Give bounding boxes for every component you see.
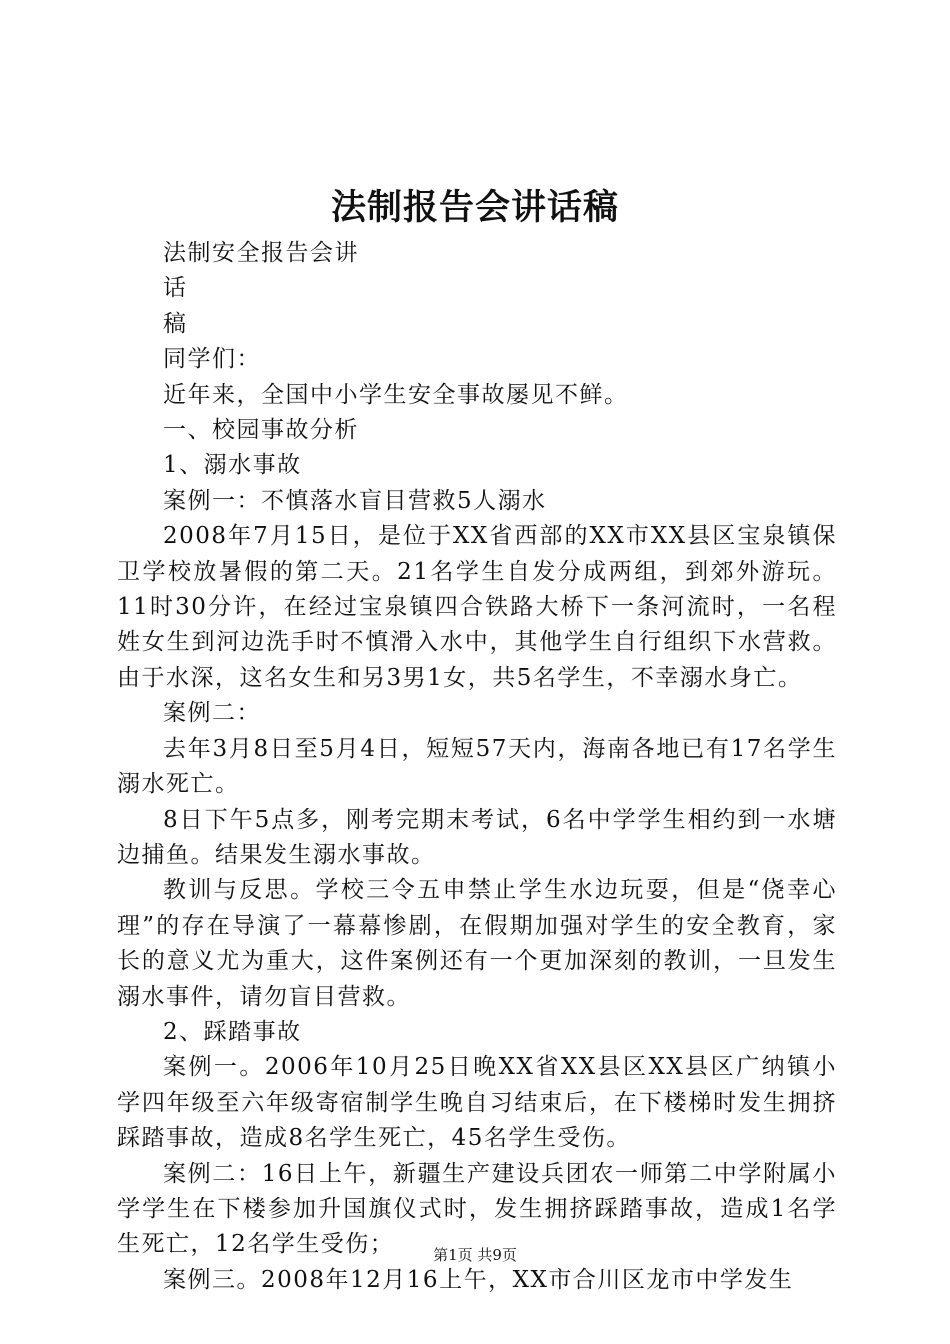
paragraph: 案例一。2006年10月25日晚XX省XX县区XX县区广纳镇小学四年级至六年级寄宿制学生晚自习结束后，在下楼梯时发生拥挤踩踏事故，造成8名学生死亡，45名学生受伤。 <box>117 1054 837 1152</box>
page-footer: 第1页 共9页 <box>433 1246 517 1264</box>
subsection-heading: 1、溺水事故 <box>163 452 302 479</box>
section-heading: 一、校园事故分析 <box>163 417 359 444</box>
paragraph: 稿 <box>163 310 188 337</box>
paragraph: 案例二： <box>163 700 261 727</box>
paragraph: 法制安全报告会讲 <box>163 240 359 266</box>
salutation: 同学们： <box>163 346 261 373</box>
paragraph: 案例三。2008年12月16上午，XX市合川区龙市中学发生 <box>163 1266 794 1293</box>
paragraph: 8日下午5点多，刚考完期末考试，6名中学学生相约到一水塘边捕鱼。结果发生溺水事故。 <box>117 806 837 868</box>
paragraph: 近年来，全国中小学生安全事故屡见不鲜。 <box>163 381 629 408</box>
paragraph: 话 <box>163 275 188 302</box>
paragraph: 案例一：不慎落水盲目营救5人溺水 <box>163 487 547 514</box>
paragraph: 案例二：16日上午，新疆生产建设兵团农一师第二中学附属小学学生在下楼参加升国旗仪式时，发生拥挤踩踏事故，造成1名学生死亡，12名学生受伤； <box>117 1160 837 1258</box>
document-title: 法制报告会讲话稿 <box>330 187 619 228</box>
subsection-heading: 2、踩踏事故 <box>163 1018 302 1045</box>
paragraph: 2008年7月15日，是位于XX省西部的XX市XX县区宝泉镇保卫学校放暑假的第二天。21名学生自发分成两组，到郊外游玩。11时30分许，在经过宝泉镇四合铁路大桥下一条河流时，一名程姓女生到河边洗手时不慎滑入水中，其他学生自行组织下水营救。由于水深，这名女生和另3男1女，共5名学生，不幸溺水身亡。 <box>117 523 837 691</box>
document-body <box>117 236 837 1298</box>
paragraph: 去年3月8日至5月4日，短短57天内，海南各地已有17名学生溺水死亡。 <box>117 735 837 798</box>
paragraph: 教训与反思。学校三令五申禁止学生水边玩耍，但是“侥幸心理”的存在导演了一幕幕惨剧，在假期加强对学生的安全教育，家长的意义尤为重大，这件案例还有一个更加深刻的教训，一旦发生溺水事件，请勿盲目营救。 <box>117 877 837 1010</box>
